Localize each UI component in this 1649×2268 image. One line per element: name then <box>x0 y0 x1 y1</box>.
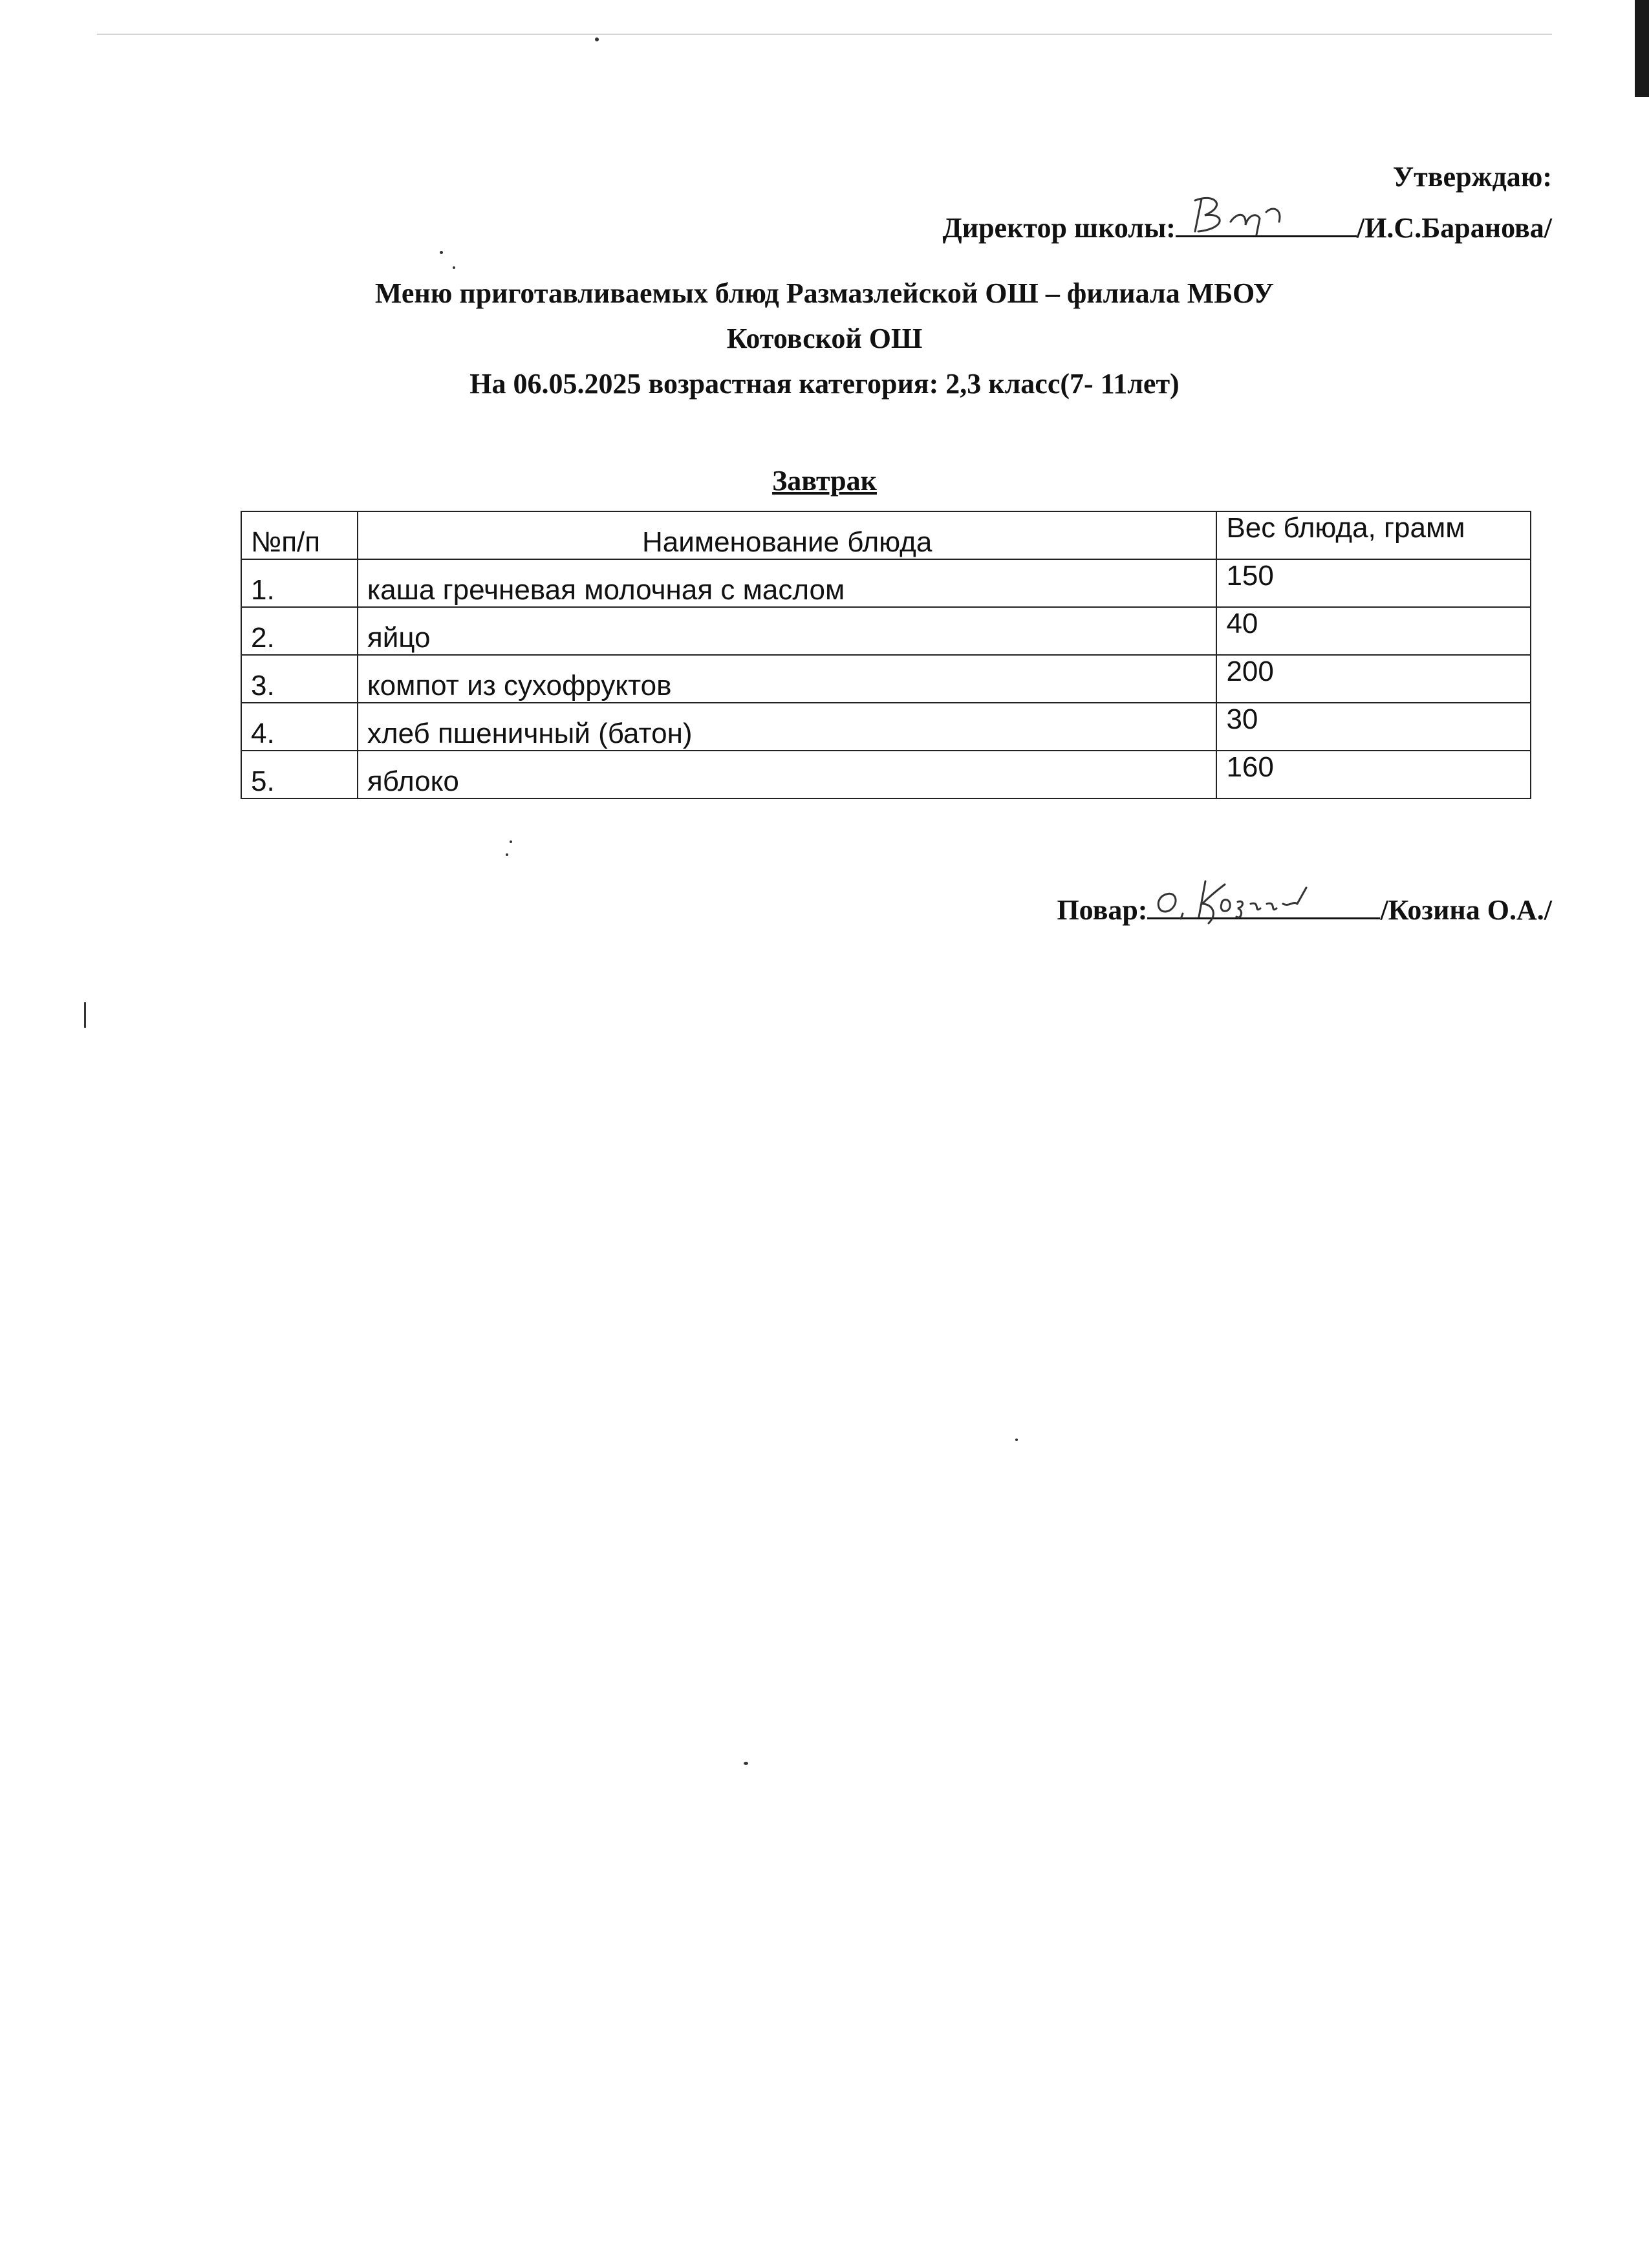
row-dish-name: хлеб пшеничный (батон) <box>358 703 1217 751</box>
row-weight: 40 <box>1216 607 1531 655</box>
scan-speck <box>510 840 512 843</box>
header-weight: Вес блюда, грамм <box>1216 511 1531 559</box>
row-weight: 200 <box>1216 655 1531 703</box>
header-dish-name: Наименование блюда <box>358 511 1217 559</box>
row-number: 2. <box>241 607 358 655</box>
meal-heading: Завтрак <box>772 465 877 497</box>
row-weight: 160 <box>1216 751 1531 798</box>
row-dish-name: яблоко <box>358 751 1217 798</box>
scan-speck <box>453 266 455 269</box>
table-row <box>241 607 1531 655</box>
scan-speck <box>506 853 508 856</box>
row-dish-name: яйцо <box>358 607 1217 655</box>
row-number: 4. <box>241 703 358 751</box>
director-signature-blank <box>1176 207 1357 237</box>
table-header-row <box>241 511 1531 559</box>
row-weight: 30 <box>1216 703 1531 751</box>
row-number: 1. <box>241 559 358 607</box>
cook-signature <box>1147 868 1380 926</box>
document-title-line-1: Меню приготавливаемых блюд Размазлейской ОШ – филиала МБОУ <box>374 277 1275 309</box>
scan-speck <box>595 37 599 41</box>
row-weight: 150 <box>1216 559 1531 607</box>
cook-name: /Козина О.А./ <box>1380 894 1552 926</box>
header-number: №п/п <box>241 511 358 559</box>
director-name: /И.С.Баранова/ <box>1356 212 1552 244</box>
document-title-line-3: На 06.05.2025 возрастная категория: 2,3 класс(7- 11лет) <box>469 368 1180 400</box>
director-signature-line <box>942 207 1552 244</box>
menu-table <box>241 511 1531 799</box>
table-row <box>241 655 1531 703</box>
scan-line <box>97 34 1552 35</box>
cook-signature-line <box>1057 889 1552 926</box>
table-row <box>241 751 1531 798</box>
scan-edge <box>1635 0 1649 97</box>
director-label: Директор школы: <box>942 212 1176 244</box>
row-dish-name: каша гречневая молочная с маслом <box>358 559 1217 607</box>
row-number: 5. <box>241 751 358 798</box>
scan-speck <box>1015 1439 1018 1441</box>
document-title-line-2: Котовской ОШ <box>726 323 923 354</box>
scan-speck <box>744 1762 748 1765</box>
scan-speck <box>440 251 443 254</box>
approval-label: Утверждаю: <box>1392 161 1552 193</box>
table-row <box>241 559 1531 607</box>
row-number: 3. <box>241 655 358 703</box>
cook-signature-blank <box>1147 889 1380 919</box>
cook-label: Повар: <box>1057 894 1148 926</box>
scan-speck <box>84 1002 86 1028</box>
director-signature <box>1176 186 1357 244</box>
row-dish-name: компот из сухофруктов <box>358 655 1217 703</box>
table-row <box>241 703 1531 751</box>
